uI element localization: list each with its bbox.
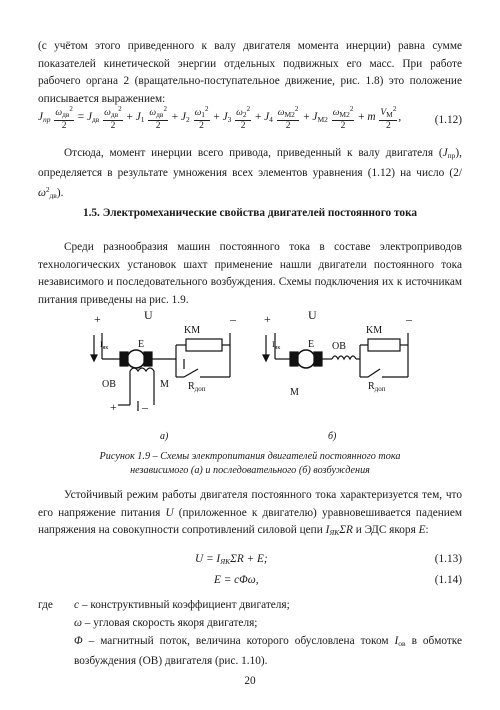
eq-lhs: J [38, 111, 44, 124]
left-KM: KM [184, 325, 201, 336]
where-label: где [38, 599, 53, 611]
left-R: $R_{доп}$ [188, 381, 206, 393]
right-R: $R_{доп}$ [368, 381, 386, 393]
left-ov-minus: – [142, 400, 148, 414]
equation-1-13: $U = I_{ЯК}\Sigma R + E$; [195, 553, 268, 566]
equation-number-1-12: (1.12) [434, 114, 462, 126]
right-U: U [308, 308, 317, 322]
equation-number-1-13: (1.13) [434, 553, 462, 565]
left-OV: ОВ [102, 379, 116, 390]
definition-c: c – конструктивный коэффициент двигателя; [74, 599, 290, 611]
equation-1-14: E = cΦω, [214, 574, 259, 586]
equation-1-12: $J_{пр}$ $\frac{\omega_{дв}^2}{2}$ = $J_{дв}$ $\frac{\omega_{дв}^2}{2}$ + $J_1$ $\frac{\omega_{дв}^2}{2}$ + $J_2$ $\frac{\omega_1^2}{2}$ + $J_3$ $\frac{\omega_2^2}{2}$ + $J_4$ $\frac{\omega_{M2}^2}{2}$ + $J_{M2}$ $\frac{\omega_{M2}^2}{2}$ + m $\frac{V_M^2}{2}$ , [38, 105, 402, 131]
right-plus: + [264, 312, 271, 326]
left-I: $I_{як}$ [100, 340, 109, 351]
equation-number-1-14: (1.14) [434, 574, 462, 586]
right-minus: – [406, 312, 412, 326]
paragraph-intro: (с учётом этого приведенного к валу двигателя момента инерции) равна сумме показателей кинетической энергии отдельных подвижных его масс. При работе рабочего органа 2 (вращательно-поступательное движение, рис. 1.8) это положение описывается выражением: [38, 40, 462, 105]
right-OV: ОВ [332, 341, 346, 352]
left-minus: – [230, 312, 236, 326]
definition-phi: Φ – магнитный поток, величина которого обусловлена током $I_{ов}$ в обмотке возбуждения (ОВ) двигателя (рис. 1.10). [74, 635, 462, 667]
definition-omega: ω – угловая скорость якоря двигателя; [74, 617, 258, 629]
page-number: 20 [244, 675, 256, 687]
right-E: E [308, 339, 315, 350]
left-E: E [138, 339, 145, 350]
figure-1-9-circuits [80, 305, 420, 445]
right-label: б) [328, 431, 337, 442]
right-I: $I_{як}$ [272, 340, 281, 351]
section-heading: 1.5. Электромеханические свойства двигателей постоянного тока [82, 207, 418, 219]
left-label: а) [160, 431, 169, 442]
right-KM: KM [366, 325, 383, 336]
left-U: U [144, 308, 153, 322]
left-M: M [160, 379, 169, 390]
left-ov-plus: + [110, 400, 117, 414]
right-M: M [290, 387, 299, 398]
paragraph-inertia: Отсюда, момент инерции всего привода, приведенный к валу двигателя $(J_{пр})$, определяется в результате умножения всех элементов уравнения (1.12) на число $(2/\omega^2_{дв})$. [38, 147, 462, 201]
left-plus: + [94, 312, 101, 326]
paragraph-steady-state: Устойчивый режим работы двигателя постоянного тока характеризуется тем, что его напряжение питания U (приложенное к двигателю) уравновешивается падением напряжения на совокупности сопротивлений силовой цепи $I_{ЯК}\Sigma R$ и ЭДС якоря E: [38, 489, 463, 538]
paragraph-dc-motors: Среди разнообразия машин постоянного тока в составе электроприводов технологических установок шахт применение нашли двигатели постоянного тока независимого и последовательного возбуждения. Схемы подключения их к источникам питания приведены на рис. 1.9. [38, 241, 462, 306]
figure-caption: Рисунок 1.9 – Схемы электропитания двигателей постоянного тока независимого (а) и последовательного (б) возбуждения [99, 451, 401, 476]
